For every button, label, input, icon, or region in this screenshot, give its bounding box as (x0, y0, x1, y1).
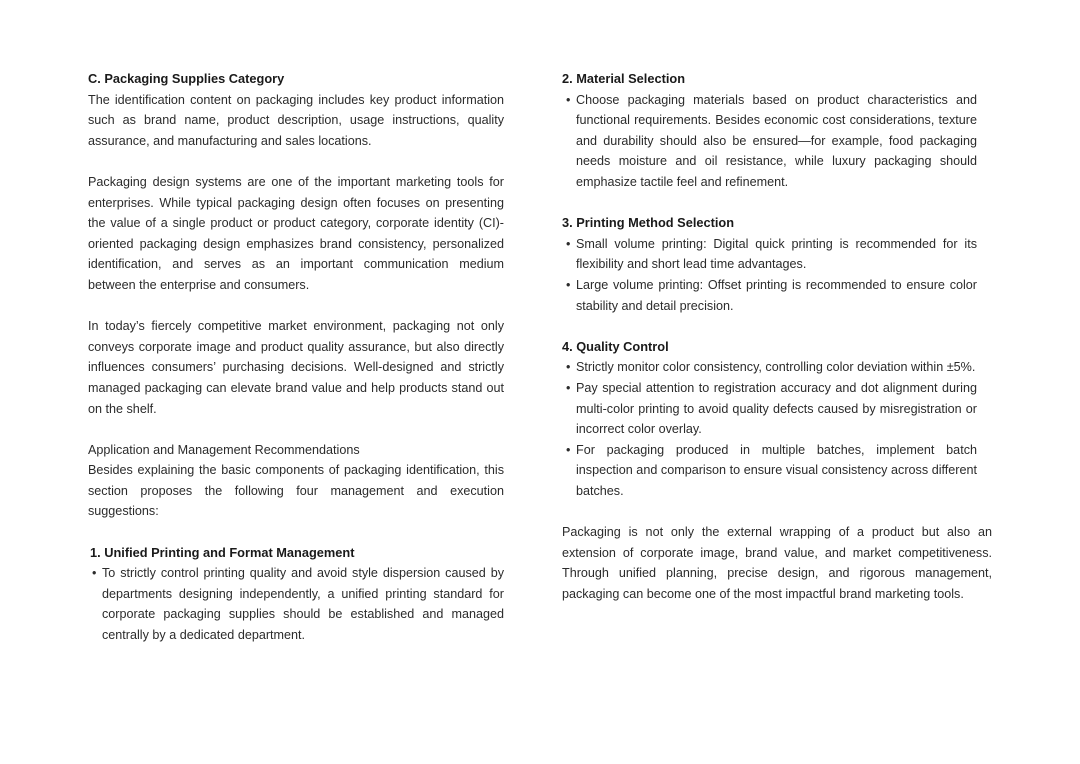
right-column (562, 69, 992, 604)
application-text: Besides explaining the basic components of packaging identification, this section proposes the following four management and execution suggestions: (88, 463, 504, 519)
bullet-text: Strictly monitor color consistency, controlling color deviation within ±5%. (576, 360, 976, 375)
heading-material-selection: 2. Material Selection (562, 71, 686, 86)
bullet-text: For packaging produced in multiple batches, implement batch inspection and comparison to ensure visual consistency across different batches. (576, 442, 977, 498)
bullet-icon: • (566, 442, 571, 457)
heading-quality-control: 4. Quality Control (562, 338, 669, 354)
list-item (88, 563, 504, 645)
list-item (562, 440, 977, 502)
bullet-text: Small volume printing: Digital quick printing is recommended for its flexibility and short lead time advantages. (576, 236, 977, 272)
heading-printing-method: 3. Printing Method Selection (562, 215, 735, 231)
closing-paragraph: Packaging is not only the external wrapping of a product but also an extension of corporate image, brand value, and market competitiveness. Through unified planning, precise design, and rigorous management, packaging can become one of the most impactful brand marketing tools. (562, 525, 992, 601)
list-item (562, 275, 977, 316)
bullet-icon: • (566, 360, 571, 375)
bullet-text: To strictly control printing quality and avoid style dispersion caused by departments designing independently, a unified printing standard for corporate packaging supplies should be established and managed centrally by a dedicated department. (102, 566, 504, 643)
paragraph-identification: The identification content on packaging includes key product information such as brand name, product description, usage instructions, quality assurance, and manufacturing and sales locations. (88, 92, 504, 148)
bullet-icon: • (566, 236, 571, 251)
application-title: Application and Management Recommendations (88, 442, 360, 457)
bullet-text: Pay special attention to registration accuracy and dot alignment during multi-color printing to avoid quality defects caused by misregistration or incorrect color overlay. (576, 380, 977, 437)
left-column (88, 69, 504, 646)
bullet-icon: • (566, 92, 571, 107)
bullet-icon: • (566, 380, 571, 395)
section-heading: C. Packaging Supplies Category (88, 71, 285, 86)
list-item (562, 357, 977, 378)
list-item (562, 90, 977, 193)
list-item (562, 378, 977, 440)
bullet-text: Choose packaging materials based on product characteristics and functional requirements. Besides economic cost considerations, texture and durability should also be ensured—for example, food packaging needs moisture and oil resistance, while luxury packaging should emphasize tactile feel and refinement. (576, 92, 977, 189)
heading-unified-printing: 1. Unified Printing and Format Management (90, 544, 355, 560)
bullet-icon: • (566, 277, 571, 292)
paragraph-design-systems: Packaging design systems are one of the important marketing tools for enterprises. While typical packaging design often focuses on presenting the value of a single product or product category, corporate identity (CI)-oriented packaging design emphasizes brand consistency, personalized identification, and serves as an important communication medium between the enterprise and consumers. (88, 174, 504, 292)
list-item (562, 234, 977, 275)
bullet-icon: • (92, 566, 97, 581)
paragraph-market-environment: In today’s fiercely competitive market environment, packaging not only conveys corporate image and product quality assurance, but also directly influences consumers’ purchasing decisions. Well-designed and strictly managed packaging can elevate brand value and help products stand out on the shelf. (88, 319, 504, 416)
bullet-text: Large volume printing: Offset printing is recommended to ensure color stability and detail precision. (576, 277, 977, 313)
